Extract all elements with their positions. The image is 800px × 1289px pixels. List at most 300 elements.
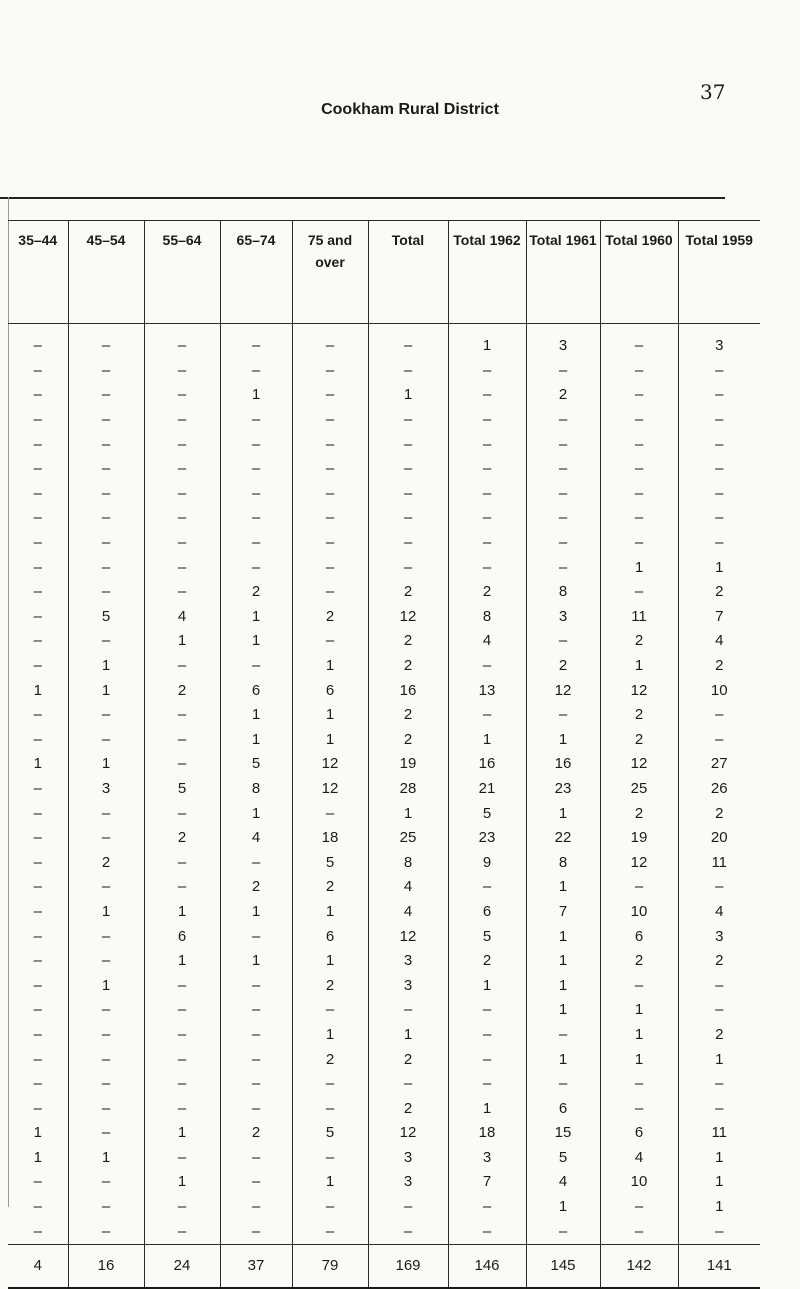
- table-cell: 2: [448, 949, 526, 974]
- table-row: [8, 408, 760, 433]
- table-row: [8, 605, 760, 630]
- table-cell: –: [220, 973, 292, 998]
- table-cell: –: [600, 432, 678, 457]
- table-cell: –: [526, 1219, 600, 1244]
- table-cell: –: [33, 1025, 42, 1043]
- table-cell: –: [368, 432, 448, 457]
- table-cell: 1: [220, 703, 292, 728]
- table-cell: 1: [678, 1146, 760, 1171]
- table-cell: –: [68, 359, 144, 384]
- table-cell: –: [144, 1047, 220, 1072]
- table-cell: 12: [600, 752, 678, 777]
- table-row: [8, 949, 760, 974]
- table-cell: 16: [526, 752, 600, 777]
- table-cell: 4: [368, 875, 448, 900]
- table-cell: –: [678, 359, 760, 384]
- table-cell: 1: [144, 900, 220, 925]
- table-cell: –: [368, 1072, 448, 1097]
- table-cell: 1: [526, 949, 600, 974]
- table-cell: –: [448, 408, 526, 433]
- table-cell: –: [220, 457, 292, 482]
- column-header: 75 and over: [292, 221, 368, 324]
- table-cell: 1: [368, 383, 448, 408]
- table-cell: –: [368, 1195, 448, 1220]
- table-cell: –: [292, 457, 368, 482]
- table-cell: –: [68, 1047, 144, 1072]
- table-cell: 2: [220, 875, 292, 900]
- table-cell: –: [678, 383, 760, 408]
- table-cell: 6: [600, 1121, 678, 1146]
- table-cell: 1: [292, 654, 368, 679]
- table-cell: –: [678, 1219, 760, 1244]
- table-cell: 12: [292, 777, 368, 802]
- top-rule: [0, 197, 725, 199]
- table-row: [8, 457, 760, 482]
- table-cell: –: [292, 1096, 368, 1121]
- table-cell: –: [33, 779, 42, 797]
- table-cell: –: [144, 1072, 220, 1097]
- table-row: [8, 506, 760, 531]
- table-cell: –: [144, 383, 220, 408]
- table-cell: –: [526, 482, 600, 507]
- table-cell: –: [526, 703, 600, 728]
- table-cell: 4: [448, 629, 526, 654]
- table-cell: –: [144, 1096, 220, 1121]
- table-cell: –: [448, 654, 526, 679]
- table-cell: –: [368, 531, 448, 556]
- table-cell: 3: [368, 973, 448, 998]
- table-cell: 2: [68, 850, 144, 875]
- table-cell: 4: [678, 629, 760, 654]
- table-cell: –: [68, 580, 144, 605]
- table-cell: –: [144, 1219, 220, 1244]
- table-cell: 2: [526, 383, 600, 408]
- table-cell: 1: [526, 875, 600, 900]
- table-cell: 6: [448, 900, 526, 925]
- table-row: [8, 801, 760, 826]
- table-cell: –: [220, 1146, 292, 1171]
- table-cell: 6: [292, 678, 368, 703]
- total-cell: 169: [368, 1244, 448, 1288]
- table-cell: –: [526, 531, 600, 556]
- table-cell: 3: [368, 949, 448, 974]
- table-cell: 1: [68, 654, 144, 679]
- table-row: [8, 1219, 760, 1244]
- table-cell: 2: [368, 1047, 448, 1072]
- table-cell: –: [68, 924, 144, 949]
- table-cell: 4: [600, 1146, 678, 1171]
- table-cell: –: [600, 580, 678, 605]
- column-header: Total 1959: [678, 221, 760, 324]
- table-cell: –: [33, 902, 42, 920]
- totals-row: [8, 1244, 760, 1288]
- column-header: 65–74: [220, 221, 292, 324]
- table-cell: –: [33, 927, 42, 945]
- total-cell: 142: [600, 1244, 678, 1288]
- table-cell: 1: [68, 752, 144, 777]
- table-cell: –: [144, 324, 220, 359]
- table-cell: –: [144, 752, 220, 777]
- table-cell: 6: [600, 924, 678, 949]
- table-cell: 1: [68, 1146, 144, 1171]
- table-cell: 5: [292, 1121, 368, 1146]
- table-cell: –: [220, 654, 292, 679]
- table-cell: –: [33, 583, 42, 601]
- table-cell: 2: [368, 629, 448, 654]
- table-cell: 1: [600, 1023, 678, 1048]
- table-cell: 12: [368, 605, 448, 630]
- table-cell: –: [368, 482, 448, 507]
- table-cell: 1: [33, 681, 42, 699]
- table-cell: –: [292, 383, 368, 408]
- table-row: [8, 1096, 760, 1121]
- table-cell: 16: [368, 678, 448, 703]
- table-cell: 10: [600, 1170, 678, 1195]
- table-row: [8, 482, 760, 507]
- table-row: [8, 1072, 760, 1097]
- table-cell: 4: [526, 1170, 600, 1195]
- table-cell: –: [600, 1096, 678, 1121]
- table-cell: 2: [600, 629, 678, 654]
- table-cell: –: [448, 1219, 526, 1244]
- table-cell: –: [448, 1072, 526, 1097]
- table-cell: –: [220, 432, 292, 457]
- table-cell: –: [144, 1195, 220, 1220]
- table-cell: –: [368, 1219, 448, 1244]
- table-cell: –: [448, 555, 526, 580]
- table-cell: 1: [448, 728, 526, 753]
- table-cell: 2: [292, 605, 368, 630]
- table-cell: 2: [678, 654, 760, 679]
- table-cell: 1: [678, 1170, 760, 1195]
- table-cell: –: [33, 1222, 42, 1240]
- total-cell: 145: [526, 1244, 600, 1288]
- table-cell: –: [33, 1099, 42, 1117]
- table-cell: –: [33, 706, 42, 724]
- table-cell: 19: [600, 826, 678, 851]
- table-row: [8, 752, 760, 777]
- table-row: [8, 629, 760, 654]
- table-cell: –: [600, 359, 678, 384]
- table-row: [8, 826, 760, 851]
- table-cell: –: [292, 1072, 368, 1097]
- table-cell: –: [220, 1023, 292, 1048]
- table-cell: –: [68, 383, 144, 408]
- table-cell: 1: [526, 1195, 600, 1220]
- table-cell: 1: [600, 998, 678, 1023]
- table-cell: –: [33, 952, 42, 970]
- table-cell: 1: [68, 973, 144, 998]
- table-cell: 1: [292, 949, 368, 974]
- table-cell: –: [144, 408, 220, 433]
- table-cell: –: [678, 728, 760, 753]
- table-cell: –: [448, 482, 526, 507]
- statistics-table: [8, 220, 760, 1289]
- table-cell: 2: [368, 1096, 448, 1121]
- table-cell: 1: [144, 1170, 220, 1195]
- table-cell: –: [292, 555, 368, 580]
- column-header: Total 1962: [448, 221, 526, 324]
- table-cell: 1: [292, 900, 368, 925]
- table-row: [8, 850, 760, 875]
- table-cell: 1: [33, 1148, 42, 1166]
- table-cell: 3: [448, 1146, 526, 1171]
- table-cell: 1: [220, 900, 292, 925]
- table-cell: –: [33, 1198, 42, 1216]
- table-cell: –: [68, 1023, 144, 1048]
- table-cell: –: [368, 998, 448, 1023]
- table-cell: –: [526, 408, 600, 433]
- table-cell: 2: [292, 973, 368, 998]
- table-cell: –: [448, 531, 526, 556]
- table-cell: 18: [448, 1121, 526, 1146]
- table-cell: –: [144, 1023, 220, 1048]
- table-cell: 1: [678, 1195, 760, 1220]
- table-cell: 23: [448, 826, 526, 851]
- table-cell: –: [678, 408, 760, 433]
- table-cell: 27: [678, 752, 760, 777]
- table-cell: 2: [600, 728, 678, 753]
- table-cell: –: [33, 484, 42, 502]
- table-cell: 7: [678, 605, 760, 630]
- table-row: [8, 678, 760, 703]
- table-cell: –: [600, 1195, 678, 1220]
- table-cell: 1: [33, 1124, 42, 1142]
- table-cell: –: [144, 482, 220, 507]
- table-cell: –: [448, 1047, 526, 1072]
- table-cell: –: [33, 730, 42, 748]
- table-cell: –: [600, 457, 678, 482]
- table-cell: 1: [292, 728, 368, 753]
- table-row: [8, 924, 760, 949]
- table-cell: –: [68, 408, 144, 433]
- table-cell: –: [33, 878, 42, 896]
- table-cell: –: [448, 506, 526, 531]
- table-cell: –: [68, 506, 144, 531]
- table-cell: 2: [144, 826, 220, 851]
- table-cell: 4: [144, 605, 220, 630]
- table-cell: 12: [526, 678, 600, 703]
- table-cell: 12: [600, 678, 678, 703]
- table-cell: 2: [600, 801, 678, 826]
- table-cell: 2: [368, 580, 448, 605]
- table-cell: –: [68, 998, 144, 1023]
- table-cell: –: [292, 998, 368, 1023]
- table-cell: –: [68, 1170, 144, 1195]
- table-cell: –: [68, 1195, 144, 1220]
- table-cell: –: [144, 998, 220, 1023]
- table-cell: –: [526, 457, 600, 482]
- table-cell: –: [526, 1023, 600, 1048]
- table-cell: 5: [68, 605, 144, 630]
- table-cell: –: [144, 531, 220, 556]
- table-cell: 2: [678, 1023, 760, 1048]
- table-cell: 1: [600, 1047, 678, 1072]
- table-cell: 1: [68, 900, 144, 925]
- table-cell: –: [144, 359, 220, 384]
- table-cell: –: [526, 555, 600, 580]
- table-cell: –: [678, 1096, 760, 1121]
- table-cell: 1: [220, 801, 292, 826]
- table-cell: –: [678, 457, 760, 482]
- table-row: [8, 1170, 760, 1195]
- table-cell: –: [292, 1146, 368, 1171]
- table-cell: –: [68, 629, 144, 654]
- table-cell: –: [678, 1072, 760, 1097]
- table-cell: 6: [292, 924, 368, 949]
- table-cell: 5: [292, 850, 368, 875]
- table-cell: 1: [678, 1047, 760, 1072]
- table-cell: 22: [526, 826, 600, 851]
- table-cell: –: [448, 383, 526, 408]
- table-cell: –: [68, 728, 144, 753]
- table-row: [8, 580, 760, 605]
- table-cell: –: [292, 531, 368, 556]
- table-cell: –: [292, 359, 368, 384]
- table-cell: –: [220, 506, 292, 531]
- total-cell: 4: [8, 1244, 68, 1288]
- table-cell: –: [448, 703, 526, 728]
- table-row: [8, 1121, 760, 1146]
- table-cell: –: [144, 580, 220, 605]
- table-cell: –: [526, 629, 600, 654]
- table-row: [8, 1146, 760, 1171]
- table-cell: –: [33, 853, 42, 871]
- table-cell: –: [220, 555, 292, 580]
- table-cell: 6: [220, 678, 292, 703]
- table-cell: 1: [600, 555, 678, 580]
- table-cell: –: [600, 506, 678, 531]
- table-cell: –: [678, 506, 760, 531]
- table-cell: –: [144, 728, 220, 753]
- table-row: [8, 555, 760, 580]
- table-cell: 3: [368, 1170, 448, 1195]
- table-cell: –: [33, 829, 42, 847]
- table-cell: –: [33, 1001, 42, 1019]
- table-cell: 13: [448, 678, 526, 703]
- table-cell: –: [144, 703, 220, 728]
- table-cell: –: [220, 1170, 292, 1195]
- table-cell: –: [220, 531, 292, 556]
- table-cell: –: [448, 1023, 526, 1048]
- table-cell: –: [220, 1072, 292, 1097]
- table-cell: 2: [448, 580, 526, 605]
- table-cell: 2: [600, 949, 678, 974]
- table-cell: 1: [292, 1023, 368, 1048]
- table-row: [8, 1195, 760, 1220]
- table-cell: 1: [220, 383, 292, 408]
- table-cell: 12: [368, 924, 448, 949]
- table-cell: 10: [600, 900, 678, 925]
- table-cell: –: [600, 1072, 678, 1097]
- table-cell: 8: [220, 777, 292, 802]
- page-number: 37: [700, 80, 726, 104]
- column-header: 45–54: [68, 221, 144, 324]
- table-row: [8, 324, 760, 359]
- table-cell: 23: [526, 777, 600, 802]
- table-cell: –: [220, 1219, 292, 1244]
- table-cell: 1: [68, 678, 144, 703]
- table-cell: 1: [448, 324, 526, 359]
- table-cell: –: [144, 801, 220, 826]
- table-cell: –: [68, 826, 144, 851]
- table-cell: 11: [678, 850, 760, 875]
- table-cell: 1: [220, 605, 292, 630]
- table-cell: –: [220, 1195, 292, 1220]
- table-cell: 19: [368, 752, 448, 777]
- table-cell: –: [144, 654, 220, 679]
- table-cell: –: [144, 506, 220, 531]
- table-cell: –: [448, 1195, 526, 1220]
- table-cell: –: [292, 432, 368, 457]
- table-cell: 1: [448, 973, 526, 998]
- table-cell: –: [68, 949, 144, 974]
- table-cell: 2: [368, 703, 448, 728]
- table-cell: 3: [678, 924, 760, 949]
- table-cell: –: [368, 506, 448, 531]
- table-row: [8, 998, 760, 1023]
- table-cell: 12: [368, 1121, 448, 1146]
- table-cell: –: [526, 506, 600, 531]
- table-cell: –: [68, 324, 144, 359]
- table-cell: –: [220, 324, 292, 359]
- total-cell: 79: [292, 1244, 368, 1288]
- table-cell: 1: [526, 728, 600, 753]
- table-row: [8, 383, 760, 408]
- table-cell: –: [68, 1121, 144, 1146]
- table-cell: –: [33, 804, 42, 822]
- table-row: [8, 900, 760, 925]
- table-cell: 1: [526, 998, 600, 1023]
- table-cell: 6: [144, 924, 220, 949]
- table-cell: 1: [292, 703, 368, 728]
- table-row: [8, 777, 760, 802]
- table-header: [8, 221, 760, 324]
- table-cell: –: [292, 580, 368, 605]
- table-cell: 12: [292, 752, 368, 777]
- table-cell: –: [68, 457, 144, 482]
- table-cell: –: [144, 850, 220, 875]
- table-cell: –: [292, 506, 368, 531]
- table-cell: –: [33, 657, 42, 675]
- table-cell: –: [600, 482, 678, 507]
- table-cell: –: [292, 1195, 368, 1220]
- table-cell: 2: [292, 1047, 368, 1072]
- table-cell: 2: [678, 580, 760, 605]
- table-cell: –: [144, 432, 220, 457]
- table-cell: 3: [526, 324, 600, 359]
- column-header: 35–44: [8, 221, 68, 324]
- table-cell: 1: [220, 728, 292, 753]
- table-footer: [8, 1244, 760, 1288]
- table-row: [8, 973, 760, 998]
- table-cell: 1: [678, 555, 760, 580]
- table-cell: –: [292, 482, 368, 507]
- table-cell: –: [144, 1146, 220, 1171]
- table-cell: –: [68, 1072, 144, 1097]
- table-row: [8, 1047, 760, 1072]
- total-cell: 37: [220, 1244, 292, 1288]
- table-cell: 2: [292, 875, 368, 900]
- table-cell: 1: [292, 1170, 368, 1195]
- table-cell: –: [33, 558, 42, 576]
- table-cell: 2: [144, 678, 220, 703]
- column-header: Total 1961: [526, 221, 600, 324]
- table-cell: –: [292, 1219, 368, 1244]
- table-cell: 1: [144, 949, 220, 974]
- column-header: Total: [368, 221, 448, 324]
- table-cell: 18: [292, 826, 368, 851]
